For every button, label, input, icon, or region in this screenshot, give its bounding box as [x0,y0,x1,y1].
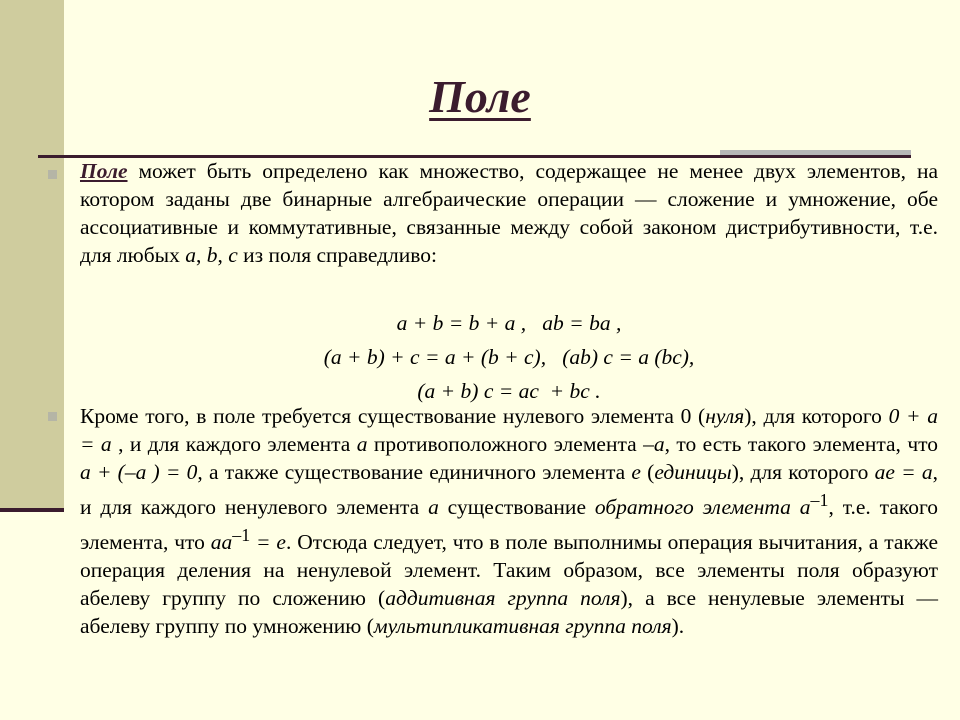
var-neg-a: –a [643,432,665,456]
formula-distributivity: (a + b) c = ac + bc . [417,379,601,403]
term-multiplicative-group: мультипликативная группа поля [373,614,672,639]
formula-inverse-exponent: –1 [232,525,251,546]
text-run: ), для которого [744,404,889,428]
var-a: a [356,432,368,456]
term-field: Поле [80,159,128,183]
inverse-exponent: –1 [810,490,829,510]
formula-zero: 0 + a = a [80,404,939,456]
term-additive-group: аддитивная группа поля [385,586,621,611]
text-run: противоположного элемента [367,432,644,456]
text-run: ), для которого [731,460,875,484]
paragraph-axioms [80,402,938,640]
slide-title: Поле [429,71,531,122]
separator: , [217,243,229,267]
term-unit: единицы [654,460,732,484]
formula-inverse-tail: = e [250,530,286,555]
text-run: ). [671,614,685,639]
separator: , [195,243,207,267]
text-run: существование [438,495,595,520]
text-run: , т.е. такого элемента, что [80,495,938,555]
formula-unit: ae = a [874,460,933,484]
text-run: , а также существование единичного элемента [197,460,632,484]
text-run: , и для каждого ненулевого элемента [80,460,938,520]
text-run: , то есть такого элемента, что [664,432,938,456]
term-zero: нуля [705,404,745,428]
text-run: ( [640,460,655,484]
text-run: ), а все ненулевые элементы — абелеву группу по умножению ( [80,586,938,639]
formula-block [80,306,938,408]
text-run: Кроме того, в поле требуется существование нулевого элемента 0 ( [80,404,706,428]
definition-text: может быть определено как множество, содержащее не менее двух элементов, на котором заданы две бинарные алгебраические операции — сложение и умножение, обе ассоциативные и коммутативные, связанные между собой законом дистрибутивности, т.е. для любых [80,159,938,267]
term-inverse: обратного элемента a [594,495,811,520]
side-decor-bar-edge [0,508,64,512]
var-b: b [206,243,218,267]
bullet-marker-1 [48,170,57,179]
var-a: a [428,495,439,520]
paragraph-definition [80,157,938,269]
var-e: e [631,460,641,484]
definition-tail: из поля справедливо: [237,243,438,267]
bullet-marker-2 [48,412,57,421]
var-c: c [228,243,238,267]
formula-opposite: a + (–a ) = 0 [80,460,198,484]
var-a: a [185,243,196,267]
formula-associativity: (a + b) + c = a + (b + c), (ab) c = a (bc), [323,345,695,369]
text-run: , и для каждого элемента [111,432,357,456]
formula-inverse: aa [210,530,233,555]
formula-commutativity: a + b = b + a , ab = ba , [396,311,622,335]
text-run: . Отсюда следует, что в поле выполнимы операция вычитания, а также операция деления на ненулевой элемент. Таким образом, все элементы поля образуют абелеву группу по сложению ( [80,530,938,611]
